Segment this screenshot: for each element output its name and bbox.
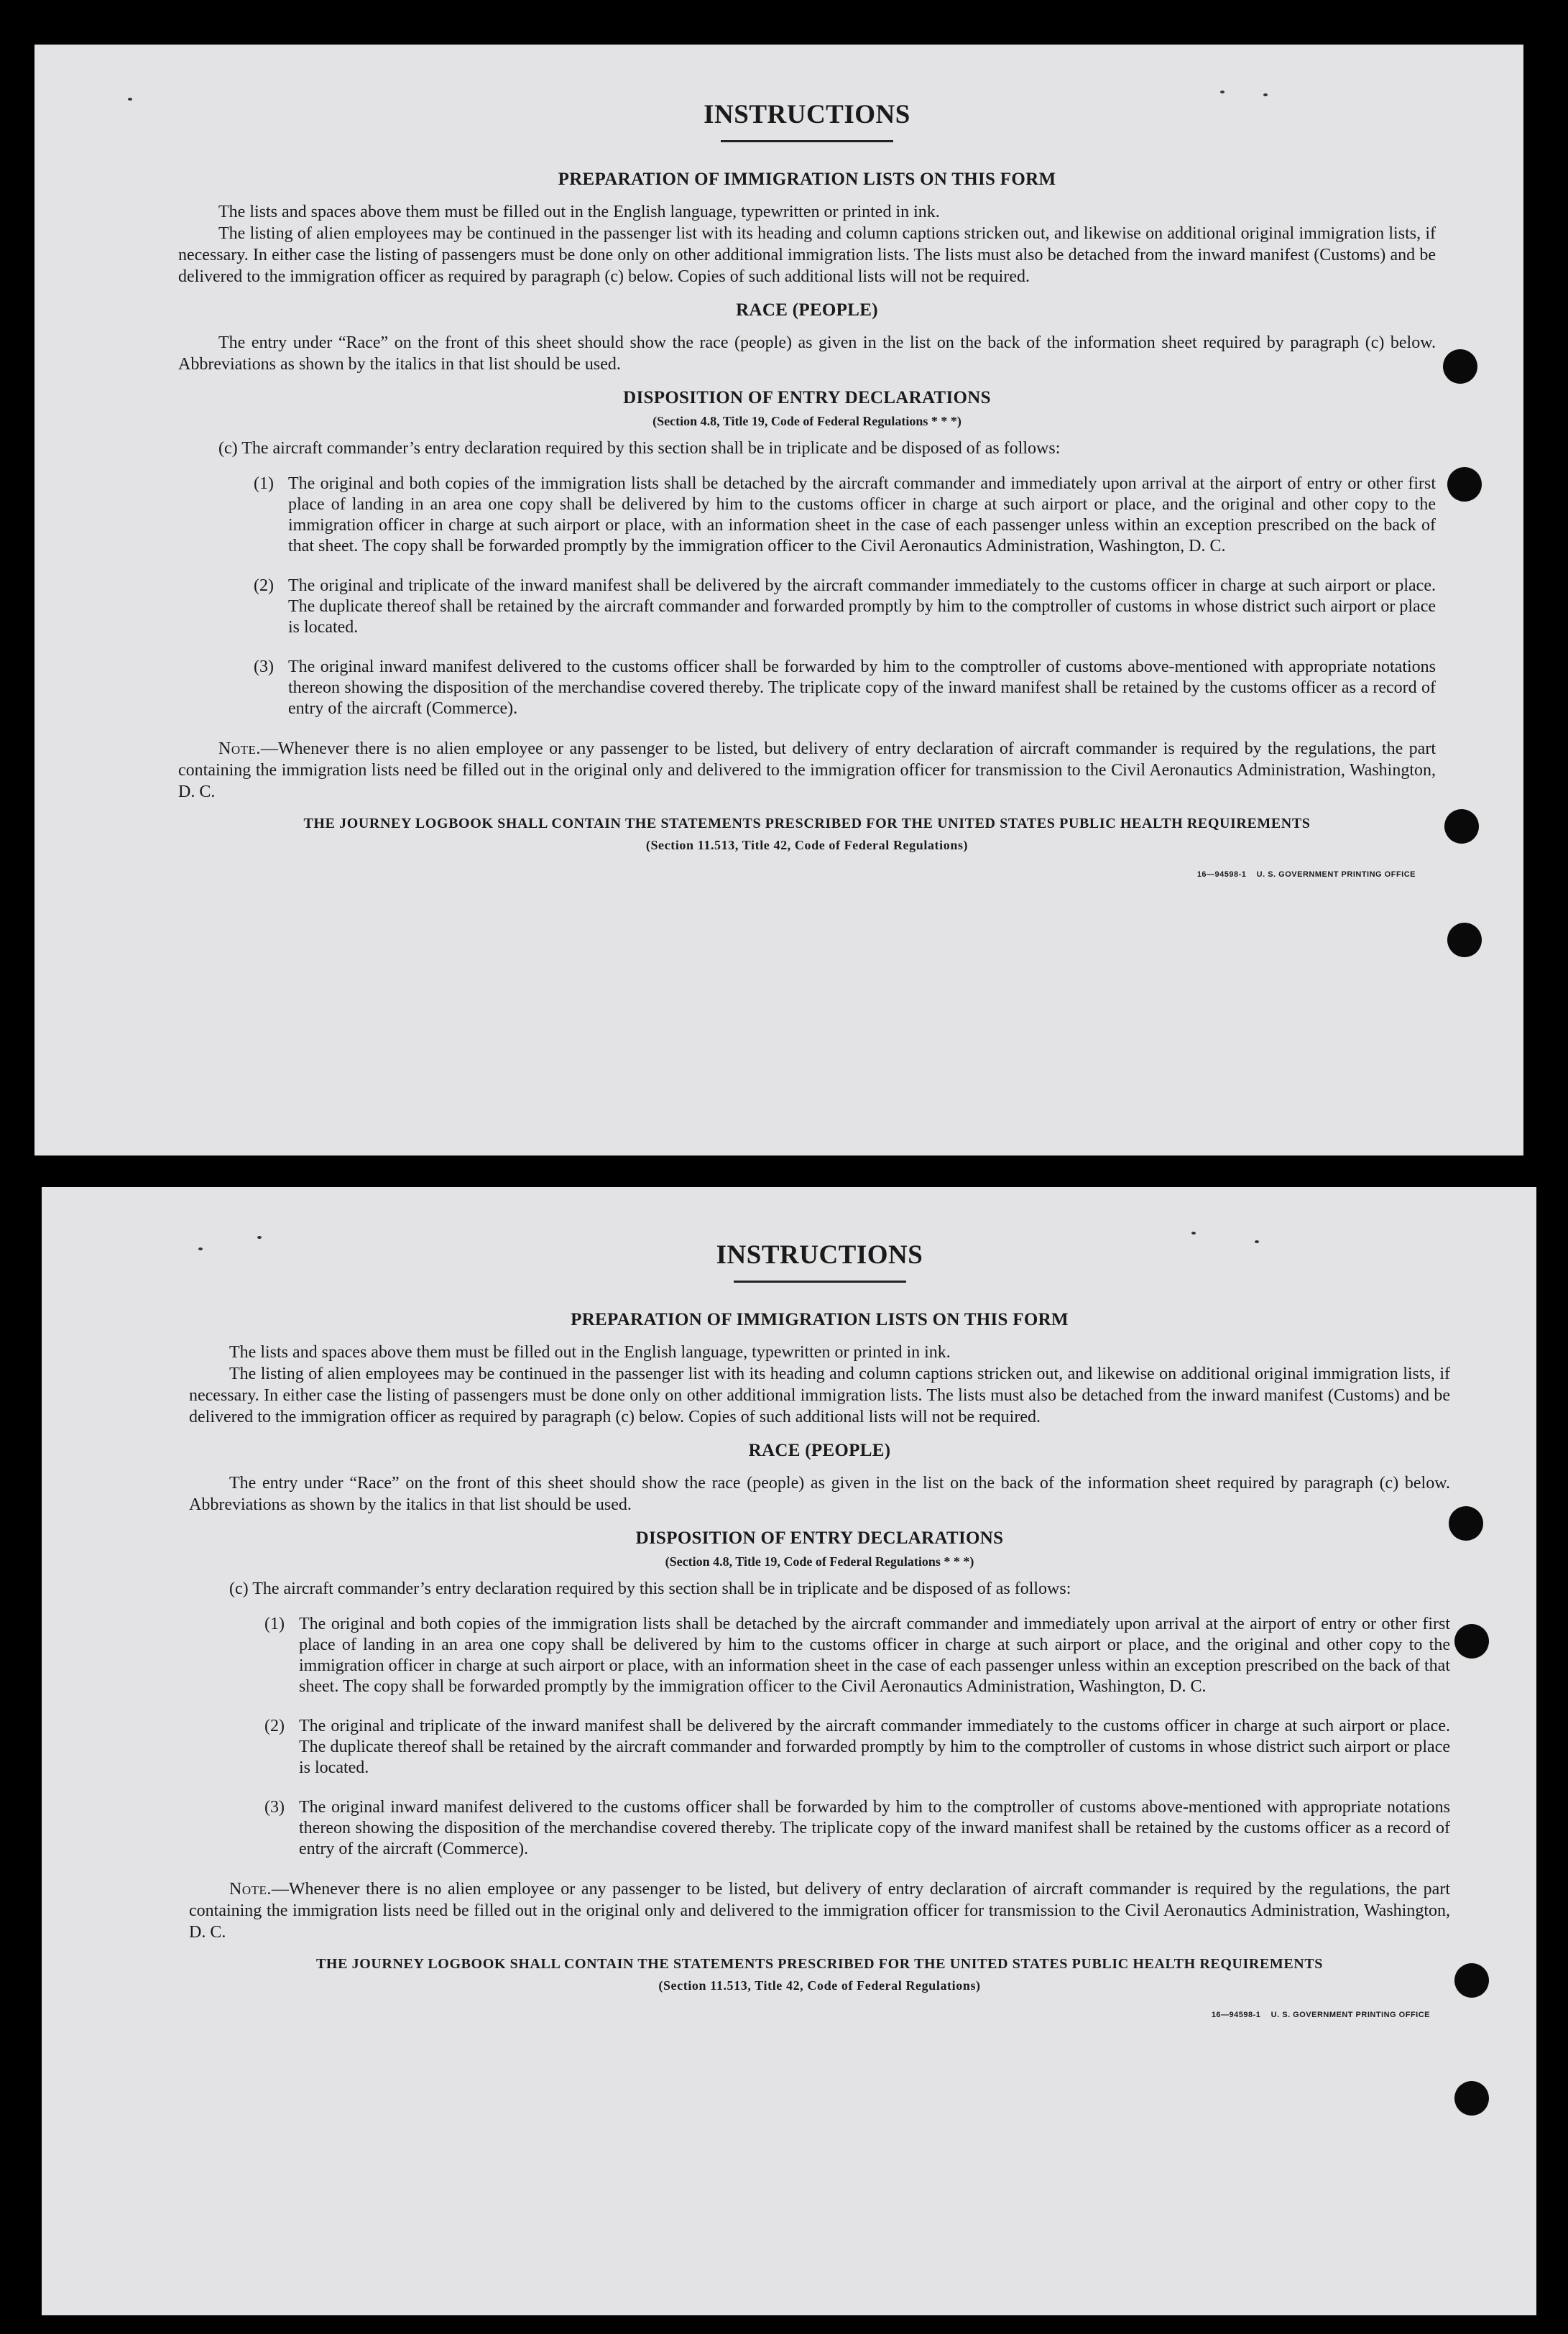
disposition-items xyxy=(264,1614,1450,1860)
disposition-citation: (Section 4.8, Title 19, Code of Federal Regulations * * *) xyxy=(652,414,961,428)
item-text: The original and both copies of the immigration lists shall be detached by the aircraft commander and immediately upon arrival at the airport of entry or other first place of landing in an area one copy shall be delivered by him to the customs officer in charge at such airport or place, and the original and other copy to the immigration officer in charge at such airport or place, with an information sheet in the case of each passenger unless within an exception prescribed on the back of that sheet. The copy shall be forwarded promptly by the immigration officer to the Civil Aeronautics Administration, Washington, D. C. xyxy=(288,474,1436,555)
item-number: (2) xyxy=(264,1717,285,1735)
instruction-sheet-2 xyxy=(42,1187,1536,2315)
prep-paragraph-1: The lists and spaces above them must be filled out in the English language, typewritten or printed in ink. xyxy=(229,1343,951,1362)
sheet-2-content xyxy=(189,1240,1450,2019)
item-number: (2) xyxy=(254,576,274,595)
disposition-citation: (Section 4.8, Title 19, Code of Federal Regulations * * *) xyxy=(665,1554,974,1569)
logbook-statement: THE JOURNEY LOGBOOK SHALL CONTAIN THE STATEMENTS PRESCRIBED FOR THE UNITED STATES PUBLIC HEALTH REQUIREMENTS xyxy=(315,1956,1324,1972)
note-text: —Whenever there is no alien employee or any passenger to be listed, but delivery of entry declaration of aircraft commander is required by the regulations, the part containing the immigration lists need be filled out in the original only and delivered to the immigration officer for transmission to the Civil Aeronautics Administration, Washington, D. C. xyxy=(189,1880,1450,1942)
binder-hole xyxy=(1454,2081,1489,2116)
item-text: The original and triplicate of the inward manifest shall be delivered by the aircraft commander immediately to the customs officer in charge at such airport or place. The duplicate thereof shall be retained by the aircraft commander and forwarded promptly by him to the comptroller of customs in whose district such airport or place is located. xyxy=(288,576,1436,637)
logbook-requirement xyxy=(189,1953,1450,1996)
binder-hole xyxy=(1447,467,1482,502)
item-number: (3) xyxy=(264,1798,285,1817)
title-underline xyxy=(721,140,893,142)
disposition-intro: (c) The aircraft commander’s entry declaration required by this section shall be in triplicate and be disposed of as follows: xyxy=(229,1579,1071,1598)
ink-speck xyxy=(1263,93,1268,96)
page-title: INSTRUCTIONS xyxy=(716,1240,923,1270)
binder-hole xyxy=(1444,809,1479,844)
binder-hole xyxy=(1449,1506,1483,1541)
printer-footer xyxy=(189,2011,1450,2019)
logbook-citation: (Section 11.513, Title 42, Code of Federal Regulations) xyxy=(658,1978,981,1993)
page-title: INSTRUCTIONS xyxy=(704,100,910,129)
item-number: (1) xyxy=(264,1615,285,1633)
form-number: 16—94598-1 xyxy=(1196,870,1247,879)
heading-race: RACE (PEOPLE) xyxy=(748,1441,891,1460)
printing-office: U. S. GOVERNMENT PRINTING OFFICE xyxy=(1256,870,1416,879)
ink-speck xyxy=(128,98,132,101)
heading-preparation: PREPARATION OF IMMIGRATION LISTS ON THIS FORM xyxy=(571,1310,1069,1329)
ink-speck xyxy=(1220,91,1225,93)
prep-paragraph-1: The lists and spaces above them must be filled out in the English language, typewritten or printed in ink. xyxy=(218,203,940,221)
form-number: 16—94598-1 xyxy=(1211,2011,1261,2019)
note-label: Note. xyxy=(229,1880,272,1899)
list-item xyxy=(264,1614,1450,1697)
disposition-intro: (c) The aircraft commander’s entry declaration required by this section shall be in triplicate and be disposed of as follows: xyxy=(218,439,1061,458)
heading-disposition: DISPOSITION OF ENTRY DECLARATIONS xyxy=(623,388,991,407)
ink-speck xyxy=(257,1236,262,1239)
list-item xyxy=(264,1797,1450,1860)
logbook-citation: (Section 11.513, Title 42, Code of Federal Regulations) xyxy=(645,838,969,852)
prep-paragraph-2: The listing of alien employees may be continued in the passenger list with its heading and column captions stricken out, and likewise on additional original immigration lists, if necessary. In either case the listing of passengers must be done only on other additional immigration lists. The lists must also be detached from the inward manifest (Customs) and be delivered to the immigration officer as required by paragraph (c) below. Copies of such additional lists will not be required. xyxy=(189,1365,1450,1426)
item-number: (1) xyxy=(254,474,274,493)
note-paragraph xyxy=(189,1878,1450,1943)
item-text: The original inward manifest delivered to the customs officer shall be forwarded by him to the comptroller of customs above-mentioned with appropriate notations thereon showing the disposition of the merchandise covered thereby. The triplicate copy of the inward manifest shall be retained by the customs officer as a record of entry of the aircraft (Commerce). xyxy=(299,1798,1450,1858)
item-text: The original inward manifest delivered to the customs officer shall be forwarded by him to the comptroller of customs above-mentioned with appropriate notations thereon showing the disposition of the merchandise covered thereby. The triplicate copy of the inward manifest shall be retained by the customs officer as a record of entry of the aircraft (Commerce). xyxy=(288,658,1436,718)
heading-disposition: DISPOSITION OF ENTRY DECLARATIONS xyxy=(635,1528,1004,1548)
binder-hole xyxy=(1454,1963,1489,1998)
binder-hole xyxy=(1454,1624,1489,1659)
note-text: —Whenever there is no alien employee or any passenger to be listed, but delivery of entry declaration of aircraft commander is required by the regulations, the part containing the immigration lists need be filled out in the original only and delivered to the immigration officer for transmission to the Civil Aeronautics Administration, Washington, D. C. xyxy=(178,739,1436,801)
item-text: The original and both copies of the immigration lists shall be detached by the aircraft commander and immediately upon arrival at the airport of entry or other first place of landing in an area one copy shall be delivered by him to the customs officer in charge at such airport or place, and the original and other copy to the immigration officer in charge at such airport or place, with an information sheet in the case of each passenger unless within an exception prescribed on the back of that sheet. The copy shall be forwarded promptly by the immigration officer to the Civil Aeronautics Administration, Washington, D. C. xyxy=(299,1615,1450,1696)
heading-preparation: PREPARATION OF IMMIGRATION LISTS ON THIS FORM xyxy=(558,170,1056,189)
logbook-requirement xyxy=(178,813,1436,856)
note-label: Note. xyxy=(218,739,261,758)
item-number: (3) xyxy=(254,658,274,676)
sheet-1-content xyxy=(178,99,1436,879)
race-paragraph: The entry under “Race” on the front of this sheet should show the race (people) as given in the list on the back of the information sheet required by paragraph (c) below. Abbreviations as shown by the italics in that list should be used. xyxy=(178,333,1436,374)
list-item xyxy=(254,657,1436,719)
race-paragraph: The entry under “Race” on the front of this sheet should show the race (people) as given in the list on the back of the information sheet required by paragraph (c) below. Abbreviations as shown by the italics in that list should be used. xyxy=(189,1474,1450,1514)
disposition-items xyxy=(254,474,1436,719)
item-text: The original and triplicate of the inward manifest shall be delivered by the aircraft commander immediately to the customs officer in charge at such airport or place. The duplicate thereof shall be retained by the aircraft commander and forwarded promptly by him to the comptroller of customs in whose district such airport or place is located. xyxy=(299,1717,1450,1777)
heading-race: RACE (PEOPLE) xyxy=(736,300,878,320)
list-item xyxy=(264,1716,1450,1779)
printer-footer xyxy=(178,870,1436,879)
prep-paragraph-2: The listing of alien employees may be continued in the passenger list with its heading and column captions stricken out, and likewise on additional original immigration lists, if necessary. In either case the listing of passengers must be done only on other additional immigration lists. The lists must also be detached from the inward manifest (Customs) and be delivered to the immigration officer as required by paragraph (c) below. Copies of such additional lists will not be required. xyxy=(178,224,1436,286)
ink-speck xyxy=(1191,1232,1196,1235)
binder-hole xyxy=(1443,349,1477,384)
title-underline xyxy=(734,1281,906,1283)
binder-hole xyxy=(1447,923,1482,957)
printing-office: U. S. GOVERNMENT PRINTING OFFICE xyxy=(1270,2011,1430,2019)
logbook-statement: THE JOURNEY LOGBOOK SHALL CONTAIN THE STATEMENTS PRESCRIBED FOR THE UNITED STATES PUBLIC HEALTH REQUIREMENTS xyxy=(303,816,1311,831)
list-item xyxy=(254,474,1436,557)
list-item xyxy=(254,576,1436,638)
instruction-sheet-1 xyxy=(34,45,1523,1156)
note-paragraph xyxy=(178,738,1436,803)
